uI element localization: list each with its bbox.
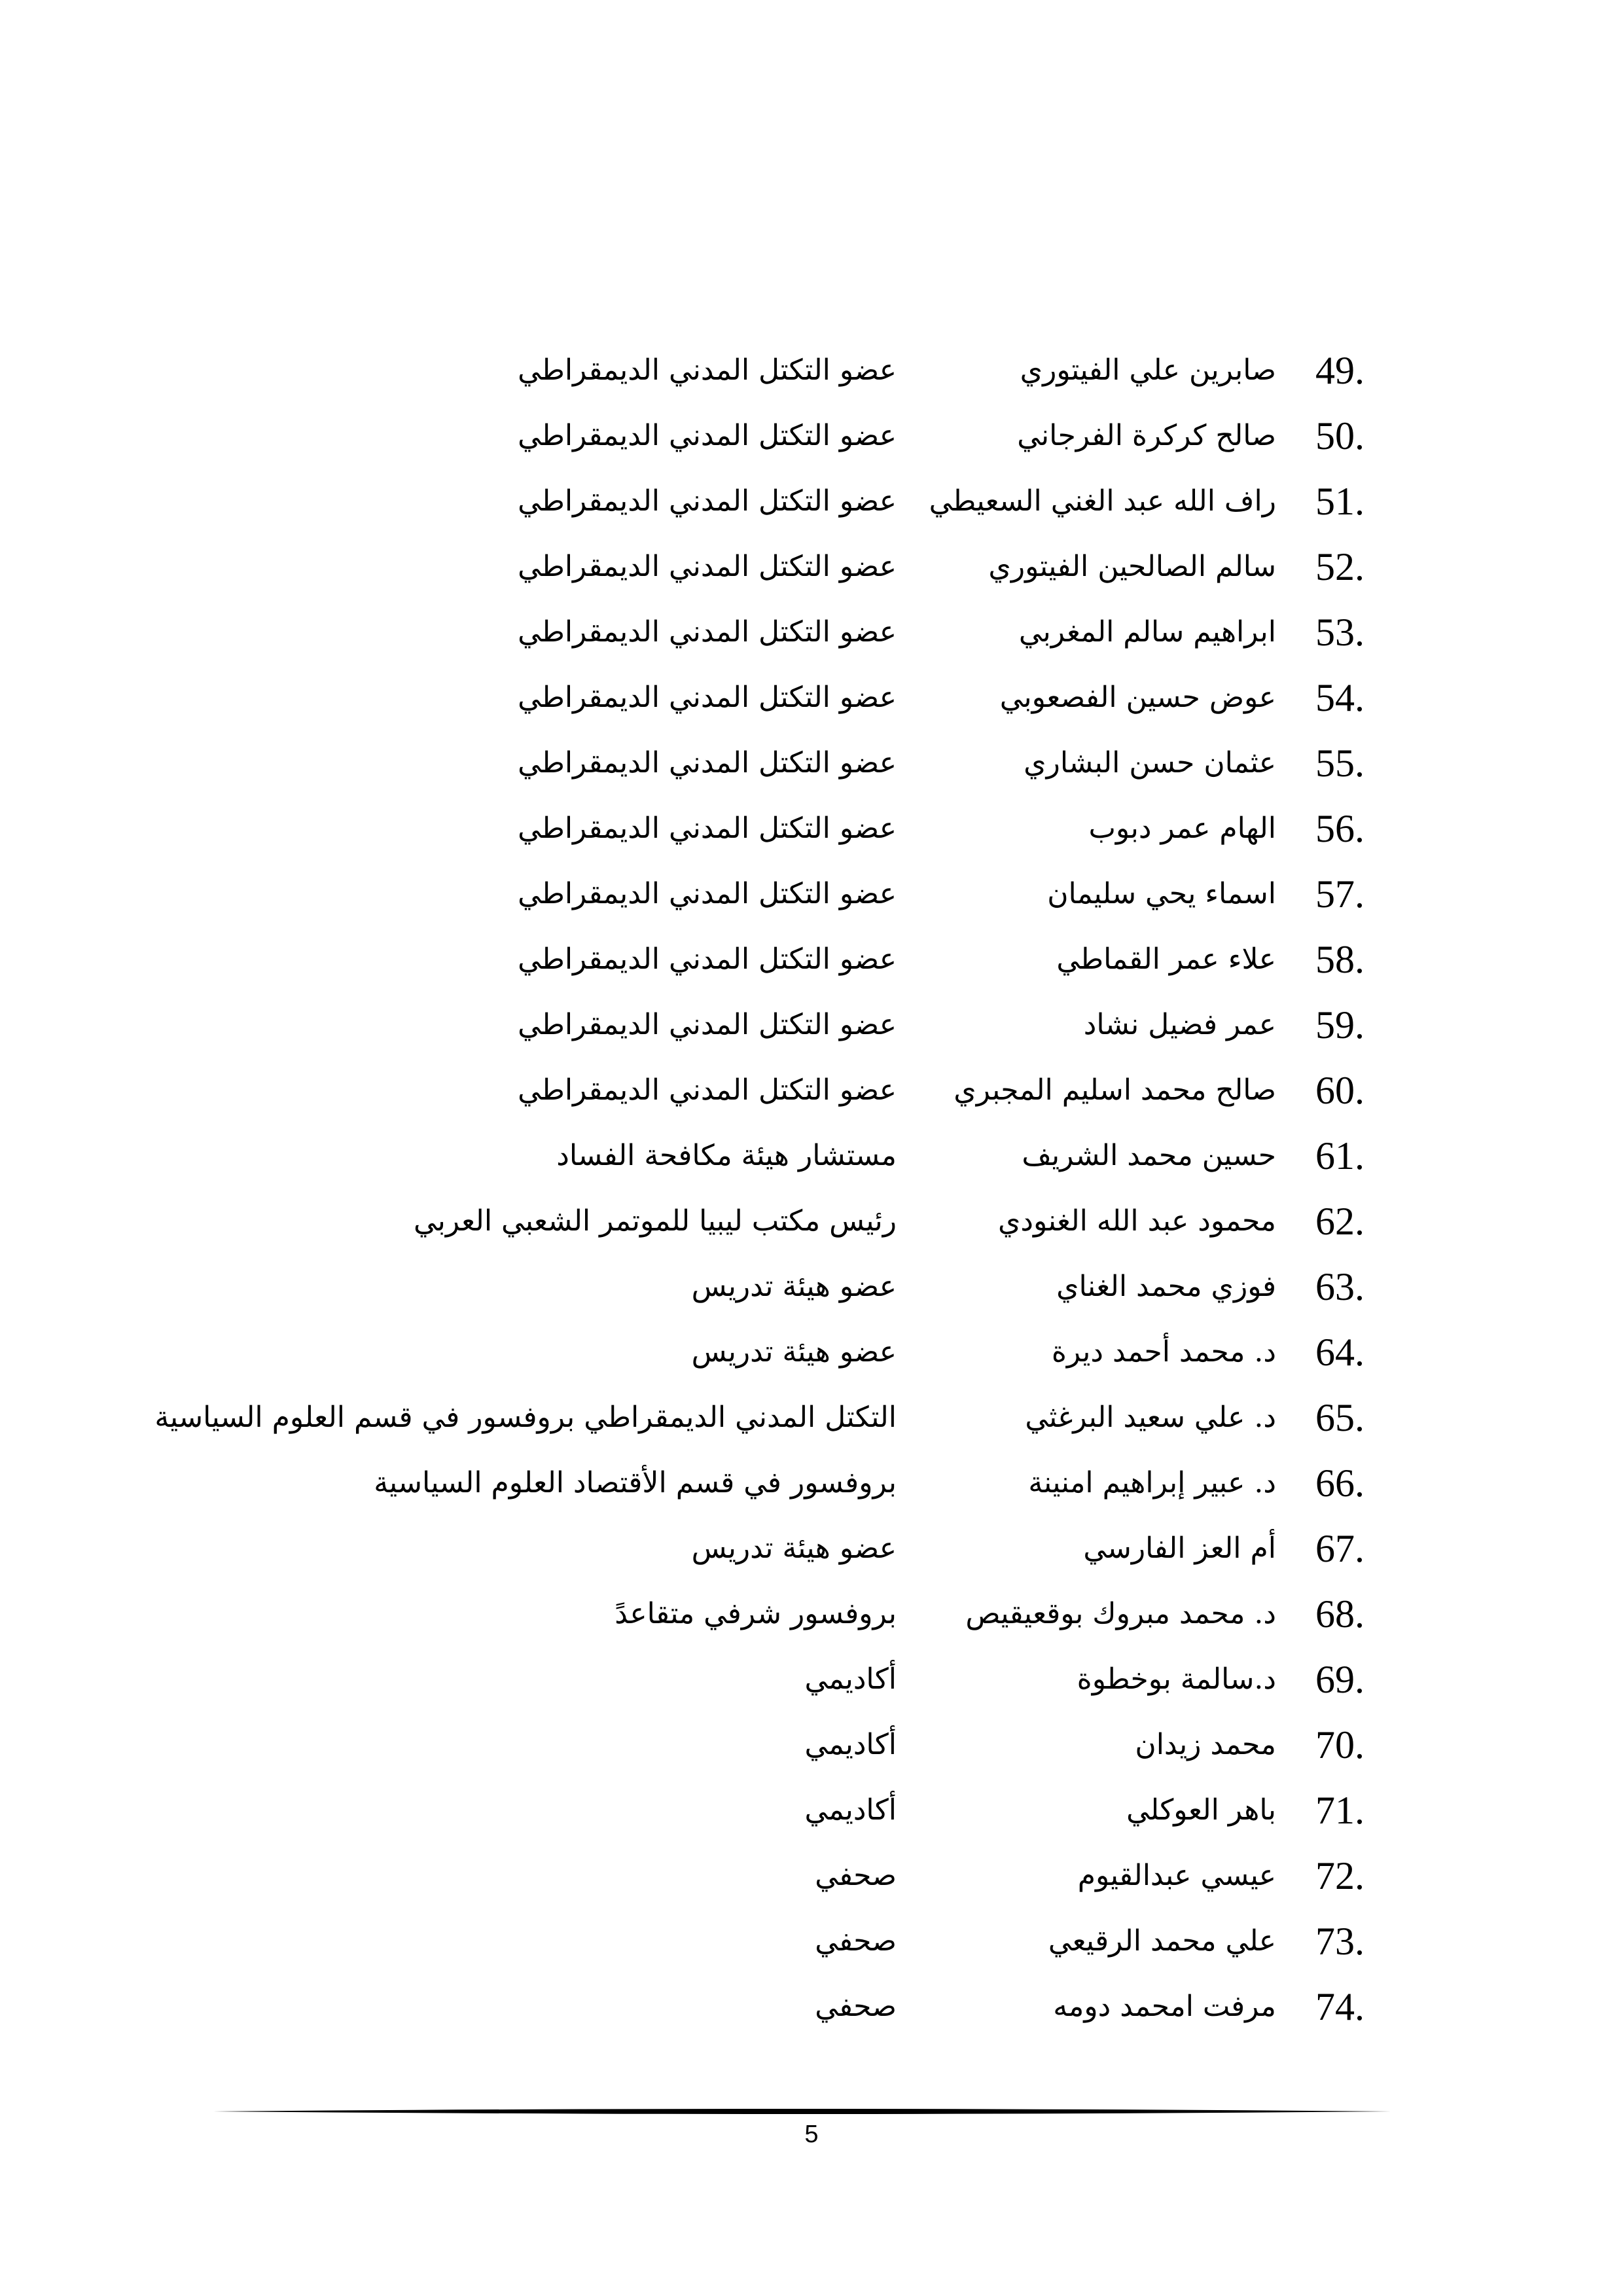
list-item (0, 738, 1623, 804)
member-name: عثمان حسن البشاري (1024, 746, 1276, 780)
list-item (0, 1393, 1623, 1458)
member-name: علي محمد الرقيعي (1048, 1924, 1276, 1958)
member-role: عضو التكتل المدني الديمقراطي (518, 746, 897, 780)
member-name: ابراهيم سالم المغربي (1018, 615, 1276, 649)
list-item (0, 1655, 1623, 1720)
list-item (0, 1524, 1623, 1589)
member-name: الهام عمر دبوب (1088, 812, 1276, 845)
member-role: عضو التكتل المدني الديمقراطي (518, 681, 897, 714)
member-role: عضو هيئة تدريس (691, 1532, 897, 1565)
member-list (0, 346, 1623, 2047)
entry-number: 58. (1315, 938, 1364, 981)
entry-number: 59. (1315, 1003, 1364, 1047)
member-role: عضو التكتل المدني الديمقراطي (518, 353, 897, 387)
list-item (0, 1916, 1623, 1982)
entry-number: 54. (1315, 676, 1364, 719)
member-role: صحفي (815, 1924, 897, 1958)
entry-number: 64. (1315, 1331, 1364, 1374)
member-role: عضو التكتل المدني الديمقراطي (518, 812, 897, 845)
list-item (0, 1720, 1623, 1785)
member-name: د. علي سعيد البرغثي (1025, 1401, 1276, 1434)
member-name: عمر فضيل نشاد (1083, 1008, 1276, 1041)
member-name: عيسي عبدالقيوم (1077, 1859, 1276, 1892)
member-name: حسين محمد الشريف (1022, 1139, 1276, 1172)
entry-number: 70. (1315, 1723, 1364, 1767)
list-item (0, 476, 1623, 542)
member-role: صحفي (815, 1859, 897, 1892)
entry-number: 72. (1315, 1854, 1364, 1897)
footer-divider (213, 2106, 1391, 2117)
list-item (0, 1982, 1623, 2047)
member-role: صحفي (815, 1990, 897, 2023)
member-role: عضو التكتل المدني الديمقراطي (518, 484, 897, 518)
member-name: صالح محمد اسليم المجبري (954, 1073, 1276, 1107)
list-item (0, 1131, 1623, 1196)
entry-number: 56. (1315, 807, 1364, 850)
entry-number: 62. (1315, 1200, 1364, 1243)
member-role: عضو التكتل المدني الديمقراطي (518, 419, 897, 452)
member-name: علاء عمر القماطي (1056, 942, 1276, 976)
entry-number: 53. (1315, 611, 1364, 654)
member-role: بروفسور شرفي متقاعدً (615, 1597, 897, 1630)
entry-number: 66. (1315, 1462, 1364, 1505)
member-name: باهر العوكلي (1126, 1793, 1276, 1827)
member-role: عضو التكتل المدني الديمقراطي (518, 877, 897, 910)
member-role: بروفسور في قسم الأقتصاد العلوم السياسية (374, 1466, 897, 1499)
member-name: اسماء يحي سليمان (1047, 877, 1276, 910)
member-name: د. عبير إبراهيم امنينة (1028, 1466, 1276, 1499)
entry-number: 63. (1315, 1265, 1364, 1308)
member-name: د. محمد أحمد ديرة (1051, 1335, 1276, 1369)
entry-number: 49. (1315, 349, 1364, 392)
member-role: رئيس مكتب ليبيا للموتمر الشعبي العربي (413, 1204, 897, 1238)
member-name: صالح كركرة الفرجاني (1017, 419, 1276, 452)
member-name: مرفت امحمد دومه (1053, 1990, 1276, 2023)
member-name: صابرين علي الفيتوري (1020, 353, 1276, 387)
list-item (0, 411, 1623, 476)
entry-number: 61. (1315, 1134, 1364, 1177)
list-item (0, 1851, 1623, 1916)
member-role: أكاديمي (804, 1793, 897, 1827)
entry-number: 50. (1315, 414, 1364, 457)
list-item (0, 1327, 1623, 1393)
member-role: عضو التكتل المدني الديمقراطي (518, 550, 897, 583)
list-item (0, 935, 1623, 1000)
member-name: سالم الصالحين الفيتوري (988, 550, 1276, 583)
member-name: عوض حسين الفصعوبي (999, 681, 1276, 714)
entry-number: 52. (1315, 545, 1364, 588)
entry-number: 69. (1315, 1658, 1364, 1701)
member-role: عضو التكتل المدني الديمقراطي (518, 615, 897, 649)
entry-number: 57. (1315, 872, 1364, 916)
list-item (0, 1196, 1623, 1262)
list-item (0, 1458, 1623, 1524)
member-role: عضو التكتل المدني الديمقراطي (518, 1073, 897, 1107)
list-item (0, 346, 1623, 411)
member-role: عضو هيئة تدريس (691, 1335, 897, 1369)
member-name: راف الله عبد الغني السعيطي (929, 484, 1276, 518)
page-number: 5 (804, 2121, 819, 2148)
list-item (0, 607, 1623, 673)
list-item (0, 804, 1623, 869)
list-item (0, 673, 1623, 738)
entry-number: 60. (1315, 1069, 1364, 1112)
member-role: عضو التكتل المدني الديمقراطي (518, 942, 897, 976)
entry-number: 55. (1315, 742, 1364, 785)
member-role: عضو التكتل المدني الديمقراطي (518, 1008, 897, 1041)
member-name: محمد زيدان (1135, 1728, 1276, 1761)
list-item (0, 1000, 1623, 1066)
list-item (0, 1785, 1623, 1851)
entry-number: 51. (1315, 480, 1364, 523)
entry-number: 67. (1315, 1527, 1364, 1570)
member-name: د. محمد مبروك بوقعيقيص (965, 1597, 1276, 1630)
list-item (0, 1262, 1623, 1327)
member-name: محمود عبد الله الغنودي (997, 1204, 1276, 1238)
member-role: عضو هيئة تدريس (691, 1270, 897, 1303)
entry-number: 71. (1315, 1789, 1364, 1832)
list-item (0, 1066, 1623, 1131)
member-name: د.سالمة بوخطوة (1077, 1662, 1276, 1696)
entry-number: 65. (1315, 1396, 1364, 1439)
list-item (0, 869, 1623, 935)
member-role: أكاديمي (804, 1728, 897, 1761)
list-item (0, 542, 1623, 607)
member-role: مستشار هيئة مكافحة الفساد (556, 1139, 897, 1172)
list-item (0, 1589, 1623, 1655)
entry-number: 73. (1315, 1920, 1364, 1963)
entry-number: 68. (1315, 1592, 1364, 1636)
member-name: فوزي محمد الغناي (1056, 1270, 1276, 1303)
entry-number: 74. (1315, 1985, 1364, 2028)
member-name: أم العز الفارسي (1083, 1532, 1276, 1565)
member-role: أكاديمي (804, 1662, 897, 1696)
member-role: التكتل المدني الديمقراطي بروفسور في قسم العلوم السياسية (154, 1401, 897, 1434)
